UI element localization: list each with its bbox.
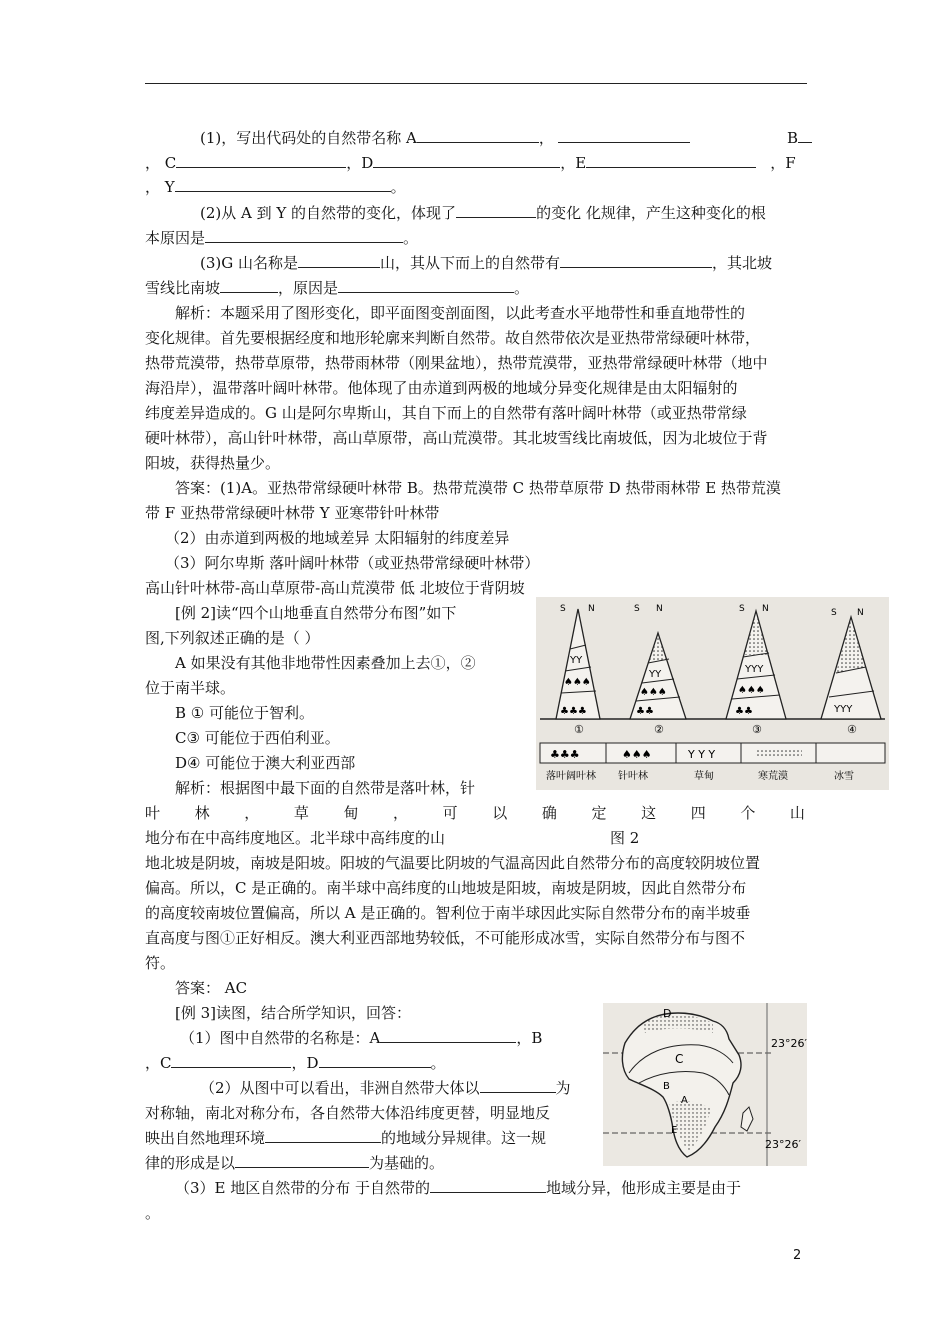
svg-text:♣♣: ♣♣ — [735, 706, 753, 717]
q3-line1: (3)G 山名称是 山，其从下而上的自然带有 ，其北坡 — [200, 254, 773, 272]
ex3-line: （2）从图中可以看出，非洲自然带大体以 为 — [200, 1079, 571, 1097]
svg-text:♠♠♠: ♠♠♠ — [640, 687, 667, 698]
ex2-line: [例 2]读“四个山地垂直自然带分布图”如下 — [175, 604, 457, 622]
q1-line3: ， Y 。 — [145, 178, 406, 196]
ex2-analysis: 的高度较南坡位置偏高，所以 A 是正确的。智利位于南半球因此实际自然带分布的南半坡垂 — [145, 904, 751, 922]
svg-text:N: N — [656, 604, 663, 614]
legend-label: 寒荒漠 — [758, 771, 788, 782]
mountain-label: ② — [654, 723, 664, 736]
ex2-analysis: 符。 — [145, 954, 176, 972]
answer-blank[interactable] — [338, 278, 514, 293]
analysis-line: 解析：本题采用了图形变化，即平面图变剖面图，以此考查水平地带性和垂直地带性的 — [175, 304, 746, 322]
svg-text:S: S — [634, 604, 640, 614]
analysis-line: 变化规律。首先要根据经度和地形轮廓来判断自然带。故自然带依次是亚热带常绿硬叶林带， — [145, 329, 761, 347]
q2-line1: (2)从 A 到 Y 的自然带的变化，体现了 的变化 化规律，产生这种变化的根 — [200, 204, 766, 222]
svg-text:♣♣: ♣♣ — [636, 706, 654, 717]
answer-blank[interactable] — [171, 1053, 291, 1068]
mountain-label: ④ — [847, 723, 857, 736]
answer-blank[interactable] — [456, 203, 536, 218]
analysis-line: 纬度差异造成的。G 山是阿尔卑斯山，其自下而上的自然带有落叶阔叶林带（或亚热带常绿 — [145, 404, 747, 422]
q1-line2: ， C ，D ，E ，F — [145, 154, 796, 172]
ex2-analysis: 地北坡是阴坡，南坡是阳坡。阳坡的气温要比阴坡的气温高因此自然带分布的高度较阴坡位置 — [145, 854, 761, 872]
svg-text:N: N — [857, 608, 864, 618]
answer-blank[interactable] — [480, 1078, 556, 1093]
page-number: 2 — [793, 1248, 802, 1263]
answer-blank[interactable] — [205, 228, 403, 243]
map-label: A — [681, 1095, 688, 1106]
svg-text:S: S — [739, 604, 745, 614]
legend-label: 草甸 — [694, 771, 714, 782]
analysis-line: 热带荒漠带，热带草原带，热带雨林带（刚果盆地），热带荒漠带，亚热带常绿硬叶林带（地中 — [145, 354, 768, 372]
answer-line: 高山针叶林带-高山草原带-高山荒漠带 低 北坡位于背阴坡 — [145, 579, 525, 597]
answer-blank[interactable] — [175, 177, 391, 192]
ex3-line: 律的形成是以 为基础的。 — [145, 1154, 445, 1172]
map-label: D — [663, 1007, 672, 1020]
answer-line: （2）由赤道到两极的地域差异 太阳辐射的纬度差异 — [165, 529, 510, 547]
ex2-option: C③ 可能位于西伯利亚。 — [175, 729, 340, 747]
ex2-answer: 答案： AC — [175, 979, 248, 997]
svg-text:♠♠♠: ♠♠♠ — [738, 685, 765, 696]
map-label: B — [663, 1081, 670, 1092]
answer-blank[interactable] — [560, 253, 712, 268]
analysis-line: 阳坡，获得热量少。 — [145, 454, 281, 472]
answer-line: 答案：(1)A。亚热带常绿硬叶林带 B。热带荒漠带 C 热带草原带 D 热带雨林带 E 热带荒漠 — [175, 479, 781, 497]
svg-text:♣♣♣: ♣♣♣ — [550, 748, 580, 761]
answer-blank[interactable] — [558, 128, 690, 143]
svg-text:YY: YY — [649, 669, 662, 680]
legend-label: 针叶林 — [618, 771, 648, 782]
svg-text:♣♣♣: ♣♣♣ — [560, 706, 587, 717]
legend-label: 冰雪 — [834, 771, 854, 782]
svg-text:YY: YY — [570, 655, 583, 666]
ex3-line: （1）图中自然带的名称是：A ，B — [180, 1029, 543, 1047]
answer-blank[interactable] — [417, 128, 539, 143]
legend-label: 落叶阔叶林 — [546, 771, 596, 782]
ex2-option: D④ 可能位于澳大利亚西部 — [175, 754, 356, 772]
figure-caption: 图 2 — [610, 829, 640, 847]
ex3-line: 。 — [145, 1204, 161, 1222]
answer-blank[interactable] — [176, 153, 346, 168]
ex3-line: ，C ，D 。 — [145, 1054, 446, 1072]
svg-text:N: N — [762, 604, 769, 614]
ex2-analysis: 解析：根据图中最下面的自然带是落叶林，针 — [175, 779, 476, 797]
svg-text:♠♠♠: ♠♠♠ — [622, 748, 652, 761]
latitude-label: 23°26′ — [765, 1138, 801, 1151]
answer-blank[interactable] — [319, 1053, 431, 1068]
answer-blank[interactable] — [798, 128, 812, 143]
mountain-label: ③ — [752, 723, 762, 736]
ex2-option: B ① 可能位于智利。 — [175, 704, 315, 722]
slope-label: S — [560, 604, 566, 614]
q1-line1 — [200, 127, 690, 149]
answer-blank[interactable] — [220, 278, 278, 293]
answer-blank[interactable] — [235, 1153, 369, 1168]
ex3-line: 对称轴，南北对称分布，各自然带大体沿纬度更替，明显地反 — [145, 1104, 551, 1122]
svg-text:♠♠♠: ♠♠♠ — [564, 677, 591, 688]
slope-label: N — [588, 604, 595, 614]
ex2-line: 图,下列叙述正确的是（ ） — [145, 629, 320, 647]
answer-line: （3）阿尔卑斯 落叶阔叶林带（或亚热带常绿硬叶林带） — [165, 554, 540, 572]
answer-line: 带 F 亚热带常绿硬叶林带 Y 亚寒带针叶林带 — [145, 504, 440, 522]
answer-blank[interactable] — [586, 153, 756, 168]
q1-text: ， — [538, 129, 554, 147]
ex2-analysis: 直高度与图①正好相反。澳大利亚西部地势较低，不可能形成冰雪，实际自然带分布与图不 — [145, 929, 746, 947]
mountain-label: ① — [574, 723, 584, 736]
ex2-analysis: 地分布在中高纬度地区。北半球中高纬度的山 — [145, 829, 446, 847]
svg-text:YYY: YYY — [745, 664, 764, 675]
answer-blank[interactable] — [380, 1028, 516, 1043]
svg-text:Y Y Y: Y Y Y — [688, 748, 716, 761]
analysis-line: 硬叶林带），高山针叶林带，高山草原带，高山荒漠带。其北坡雪线比南坡低，因为北坡位于背 — [145, 429, 768, 447]
q3-line2: 雪线比南坡 ，原因是 。 — [145, 279, 530, 297]
answer-blank[interactable] — [430, 1178, 546, 1193]
africa-map-figure — [603, 1003, 807, 1166]
svg-text:YYY: YYY — [834, 704, 853, 715]
q1-label-b: B — [787, 127, 812, 149]
ex3-line: 映出自然地理环境 的地域分异规律。这一规 — [145, 1129, 547, 1147]
answer-blank[interactable] — [265, 1128, 381, 1143]
svg-text:S: S — [831, 608, 837, 618]
analysis-line: 海沿岸），温带落叶阔叶林带。他体现了由赤道到两极的地域分异变化规律是由太阳辐射的 — [145, 379, 738, 397]
ex2-option: A 如果没有其他非地带性因素叠加上去①，② — [175, 654, 476, 672]
answer-blank[interactable] — [373, 153, 560, 168]
map-label: C — [675, 1052, 684, 1066]
answer-blank[interactable] — [298, 253, 380, 268]
q1-text: (1)，写出代码处的自然带名称 A — [200, 129, 417, 147]
ex3-title: [例 3]读图，结合所学知识，回答： — [175, 1004, 412, 1022]
ex2-analysis: 偏高。所以，C 是正确的。南半球中高纬度的山地坡是阳坡，南坡是阴坡，因此自然带分布 — [145, 879, 747, 897]
ex2-option: 位于南半球。 — [145, 679, 236, 697]
q2-line2: 本原因是 。 — [145, 229, 419, 247]
ex3-line: （3）E 地区自然带的分布 于自然带的 地域分异，他形成主要是由于 — [175, 1179, 742, 1197]
ex2-spread-line: 叶 林 ， 草 甸 ， 可 以 确 定 这 四 个 山 — [145, 804, 805, 822]
latitude-label: 23°26′ — [771, 1037, 807, 1050]
map-label: E — [671, 1125, 678, 1136]
header-rule — [145, 83, 807, 84]
mountain-zones-figure — [536, 597, 889, 790]
